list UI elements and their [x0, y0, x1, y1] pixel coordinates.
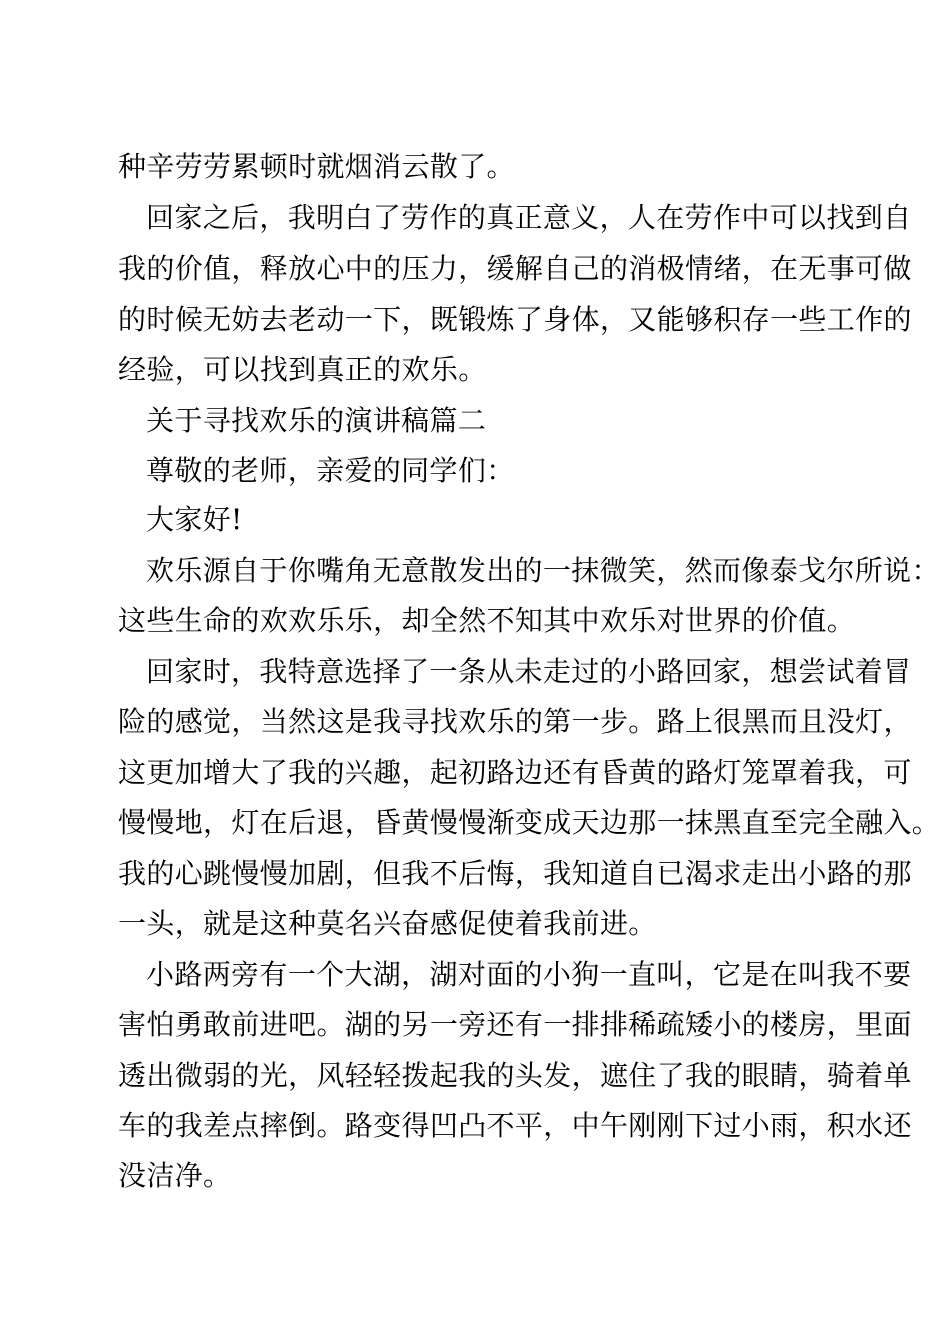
section-heading: 关于寻找欢乐的演讲稿篇二 [146, 404, 487, 437]
text-line: 一头，就是这种莫名兴奋感促使着我前进。 [118, 907, 657, 940]
text-line: 没洁净。 [118, 1159, 232, 1192]
text-line: 经验，可以找到真正的欢乐。 [118, 353, 487, 386]
text-line: 慢慢地，灯在后退，昏黄慢慢渐变成天边那一抹黑直至完全融入。 [118, 806, 941, 839]
text-line: 这更加增大了我的兴趣，起初路边还有昏黄的路灯笼罩着我，可 [118, 756, 912, 789]
greeting: 大家好! [146, 503, 243, 536]
text-line: 车的我差点摔倒。路变得凹凸不平，中午刚刚下过小雨，积水还 [118, 1109, 912, 1142]
text-line: 小路两旁有一个大湖，湖对面的小狗一直叫，它是在叫我不要 [146, 958, 912, 991]
text-line: 的时候无妨去老动一下，既锻炼了身体，又能够积存一些工作的 [118, 303, 912, 336]
text-line: 害怕勇敢前进吧。湖的另一旁还有一排排稀疏矮小的楼房，里面 [118, 1008, 912, 1041]
text-line: 我的价值，释放心中的压力，缓解自己的消极情绪，在无事可做 [118, 252, 912, 285]
text-line: 回家时，我特意选择了一条从未走过的小路回家，想尝试着冒 [146, 655, 912, 688]
text-line: 欢乐源自于你嘴角无意散发出的一抹微笑，然而像泰戈尔所说： [146, 554, 940, 587]
text-line: 透出微弱的光，风轻轻拨起我的头发，遮住了我的眼睛，骑着单 [118, 1059, 912, 1092]
salutation: 尊敬的老师，亲爱的同学们： [146, 454, 515, 487]
text-line: 我的心跳慢慢加剧，但我不后悔，我知道自已渴求走出小路的那 [118, 857, 912, 890]
text-line: 回家之后，我明白了劳作的真正意义，人在劳作中可以找到自 [146, 201, 912, 234]
text-line: 险的感觉，当然这是我寻找欢乐的第一步。路上很黑而且没灯， [118, 705, 912, 738]
text-line: 种辛劳劳累顿时就烟消云散了。 [118, 150, 515, 183]
text-line: 这些生命的欢欢乐乐，却全然不知其中欢乐对世界的价值。 [118, 604, 856, 637]
